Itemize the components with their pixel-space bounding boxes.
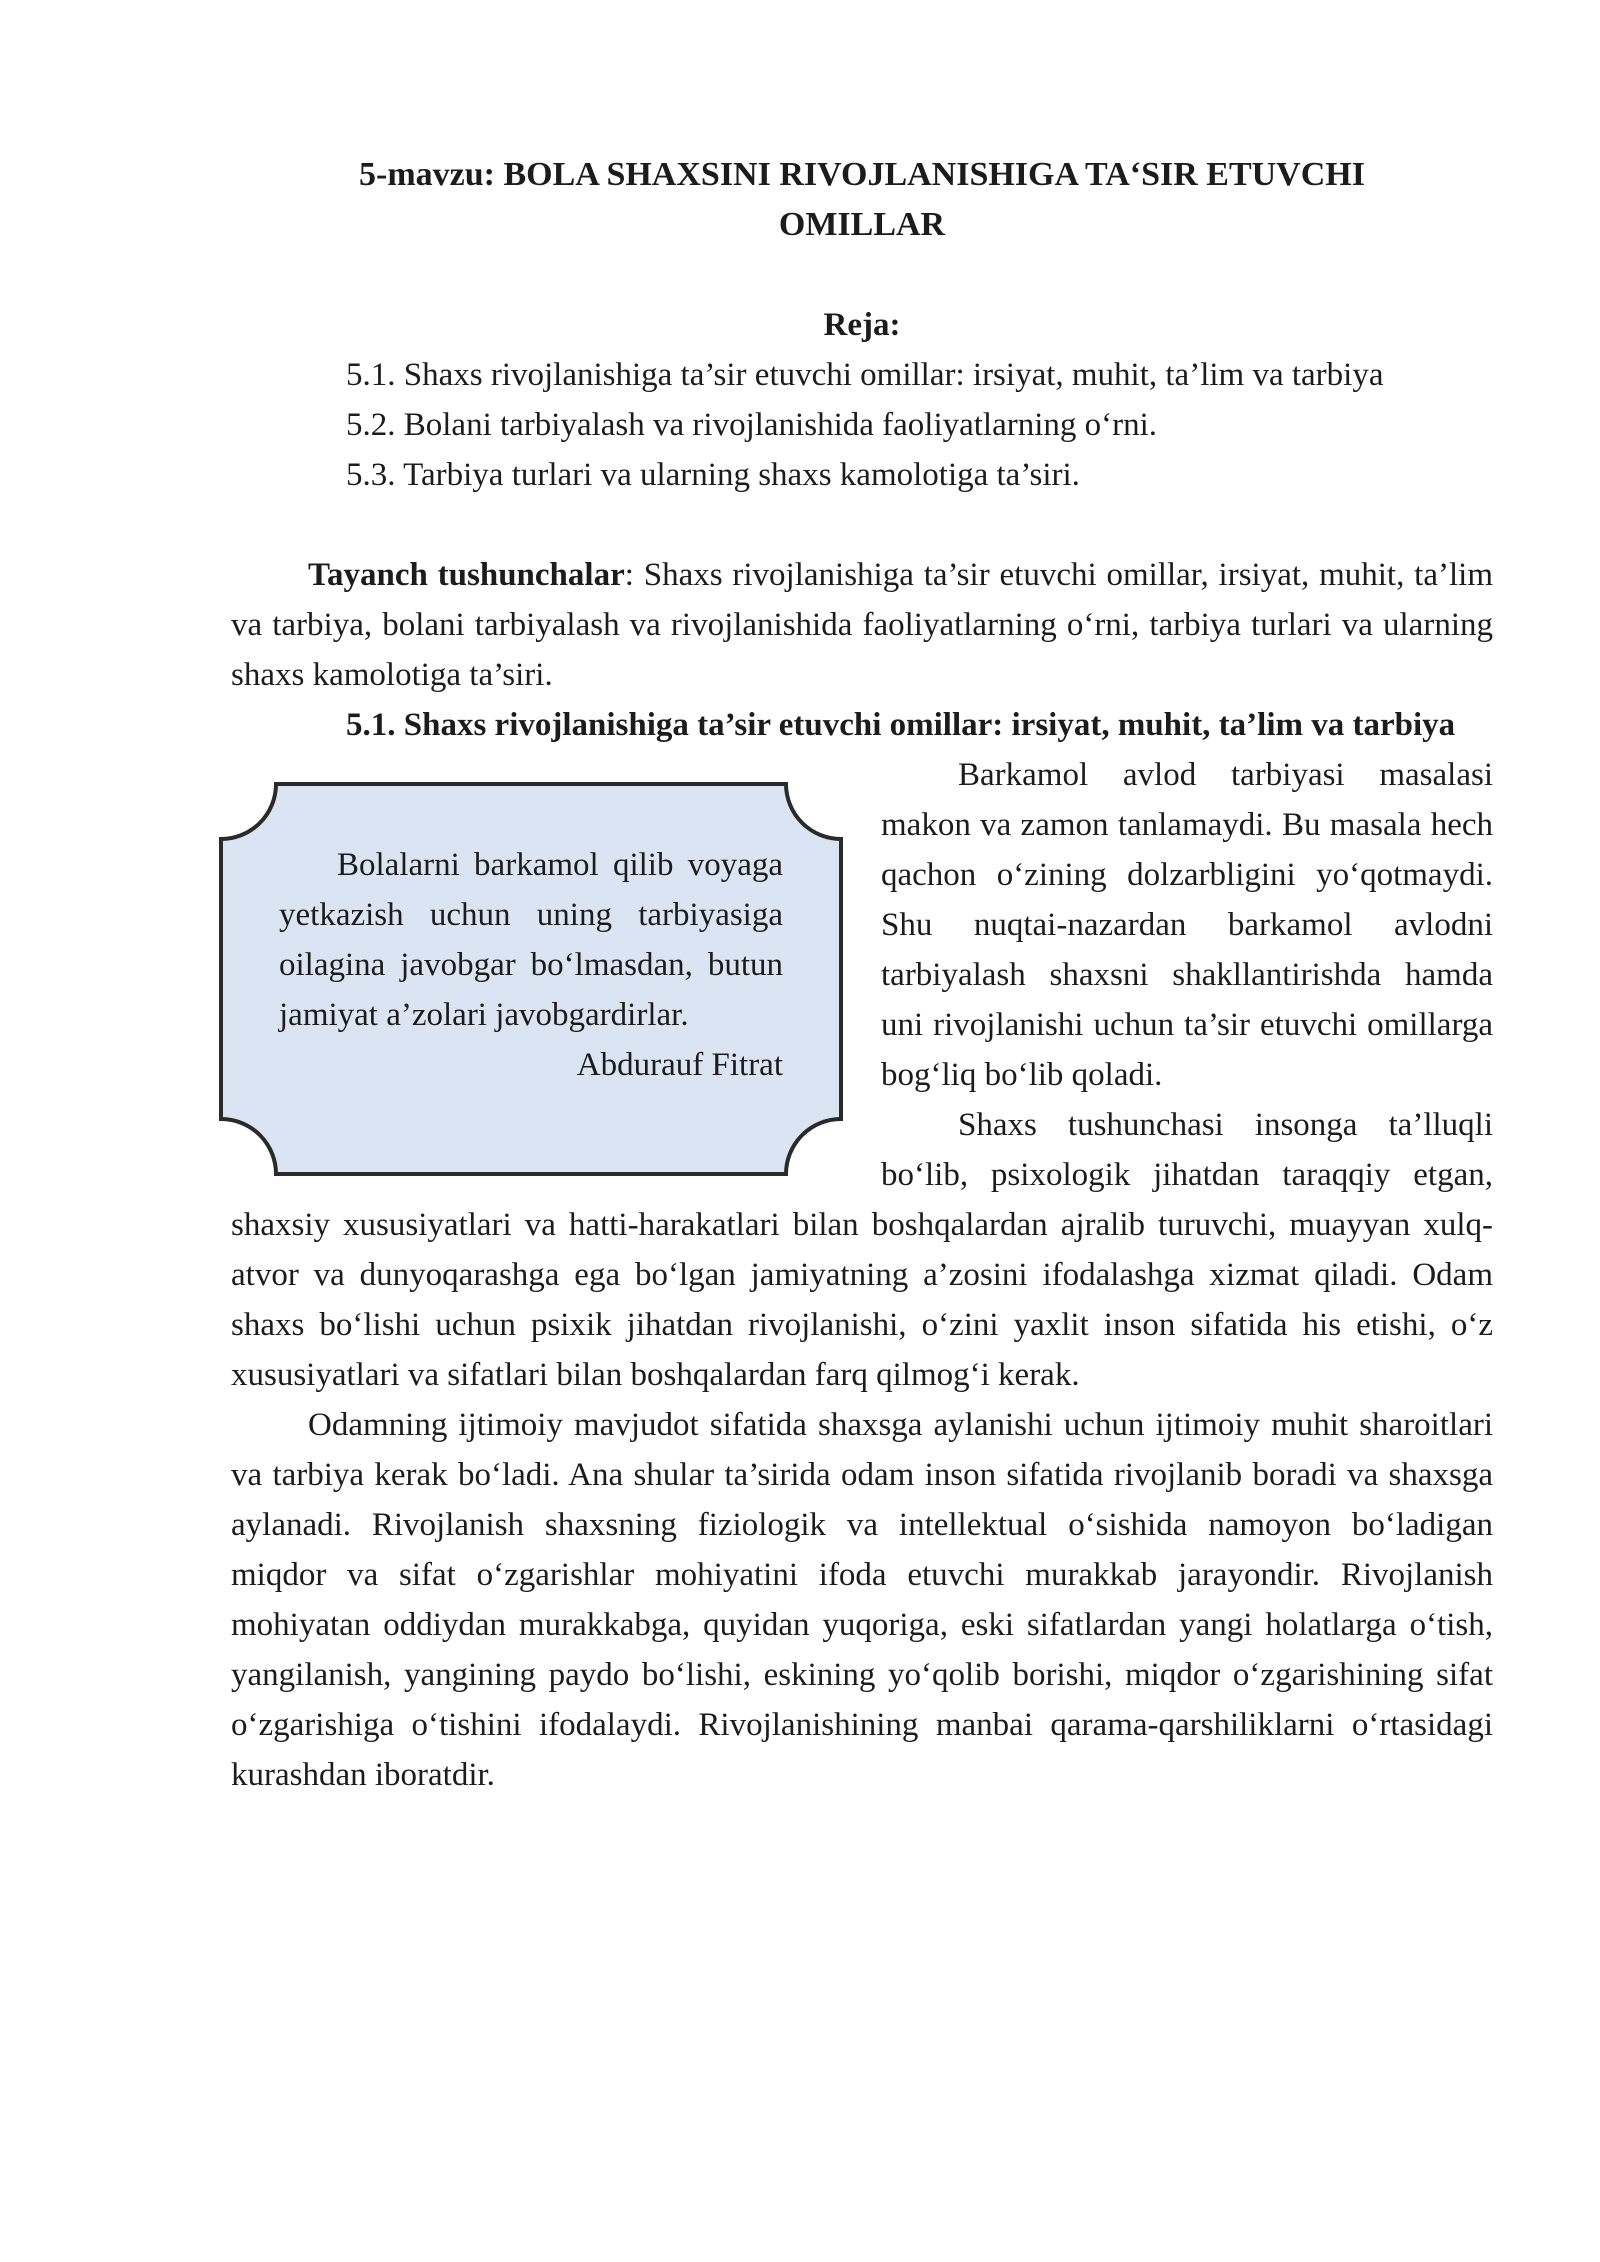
spacer (231, 500, 1493, 550)
paragraph-1: Barkamol avlod tarbiyasi masalasi makon va zamon tanlamaydi. Bu masala hech qachon o‘zining dolzarbligini yo‘qotmaydi. Shu nuqtai-nazardan barkamol avlodni tarbiyalash shaxsni shakllantirishda hamda uni rivojlanishi uchun ta’sir etuvchi omillarga bog‘liq bo‘lib qoladi. (881, 757, 1493, 1093)
document-page (231, 150, 1493, 1800)
quote-box (211, 774, 851, 1184)
plan-item-2: 5.2. Bolani tarbiyalash va rivojlanishida faoliyatlarning o‘rni. (346, 407, 1158, 443)
quote-author: Abdurauf Fitrat (576, 1047, 783, 1083)
plan-heading: Reja: (823, 307, 901, 343)
plan-item-1: 5.1. Shaxs rivojlanishiga ta’sir etuvchi omillar: irsiyat, muhit, ta’lim va tarbiya (346, 357, 1384, 393)
key-concepts-label: Tayanch tushunchalar (308, 557, 625, 593)
quote-text: Bolalarni barkamol qilib voyaga yetkazish uchun uning tarbiyasiga oilagina javobgar bo‘lmasdan, butun jamiyat a’zolari javobgardirlar. (279, 847, 783, 1033)
paragraph-2: Shaxs tushunchasi insonga ta’lluqli bo‘lib, psixologik jihatdan taraqqiy etgan, shaxsiy xususiyatlari va hatti-harakatlari bilan boshqalardan ajralib turuvchi, muayyan xulq-atvor va dunyoqarashga ega bo‘lgan jamiyatning a’zosini ifodalashga xizmat qiladi. Odam shaxs bo‘lishi uchun psixik jihatdan rivojlanishi, o‘zini yaxlit inson sifatida his etishi, o‘z xususiyatlari va sifatlari bilan boshqalardan farq qilmog‘i kerak. (231, 1107, 1493, 1393)
plan-item-3: 5.3. Tarbiya turlari va ularning shaxs kamolotiga ta’siri. (346, 457, 1080, 493)
quote-content (279, 840, 783, 1090)
paragraph-3: Odamning ijtimoiy mavjudot sifatida shaxsga aylanishi uchun ijtimoiy muhit sharoitlari va tarbiya kerak bo‘ladi. Ana shular ta’sirida odam inson sifatida rivojlanib boradi va shaxsga aylanadi. Rivojlanish shaxsning fiziologik va intellektual o‘sishida namoyon bo‘ladigan miqdor va sifat o‘zgarishlar mohiyatini ifoda etuvchi murakkab jarayondir. Rivojlanish mohiyatan oddiydan murakkabga, quyidan yuqoriga, eski sifatlardan yangi holatlarga o‘tish, yangilanish, yangining paydo bo‘lishi, eskining yo‘qolib borishi, miqdor o‘zgarishining sifat o‘zgarishiga o‘tishini ifodalaydi. Rivojlanishining manbai qarama-qarshiliklarni o‘rtasidagi kurashdan iboratdir. (231, 1407, 1493, 1793)
key-concepts-paragraph (231, 550, 1493, 700)
page-title: 5-mavzu: BOLA SHAXSINI RIVOJLANISHIGA TA‘SIR ETUVCHI OMILLAR (359, 156, 1365, 243)
key-concepts-text: : Shaxs rivojlanishiga ta’sir etuvchi omillar, irsiyat, muhit, ta’lim va tarbiya, bolani tarbiyalash va rivojlanishida faoliyatlarning o‘rni, tarbiya turlari va ularning shaxs kamolotiga ta’siri. (231, 557, 1493, 693)
section-heading: 5.1. Shaxs rivojlanishiga ta’sir etuvchi omillar: irsiyat, muhit, ta’lim va tarbiya (346, 707, 1456, 743)
